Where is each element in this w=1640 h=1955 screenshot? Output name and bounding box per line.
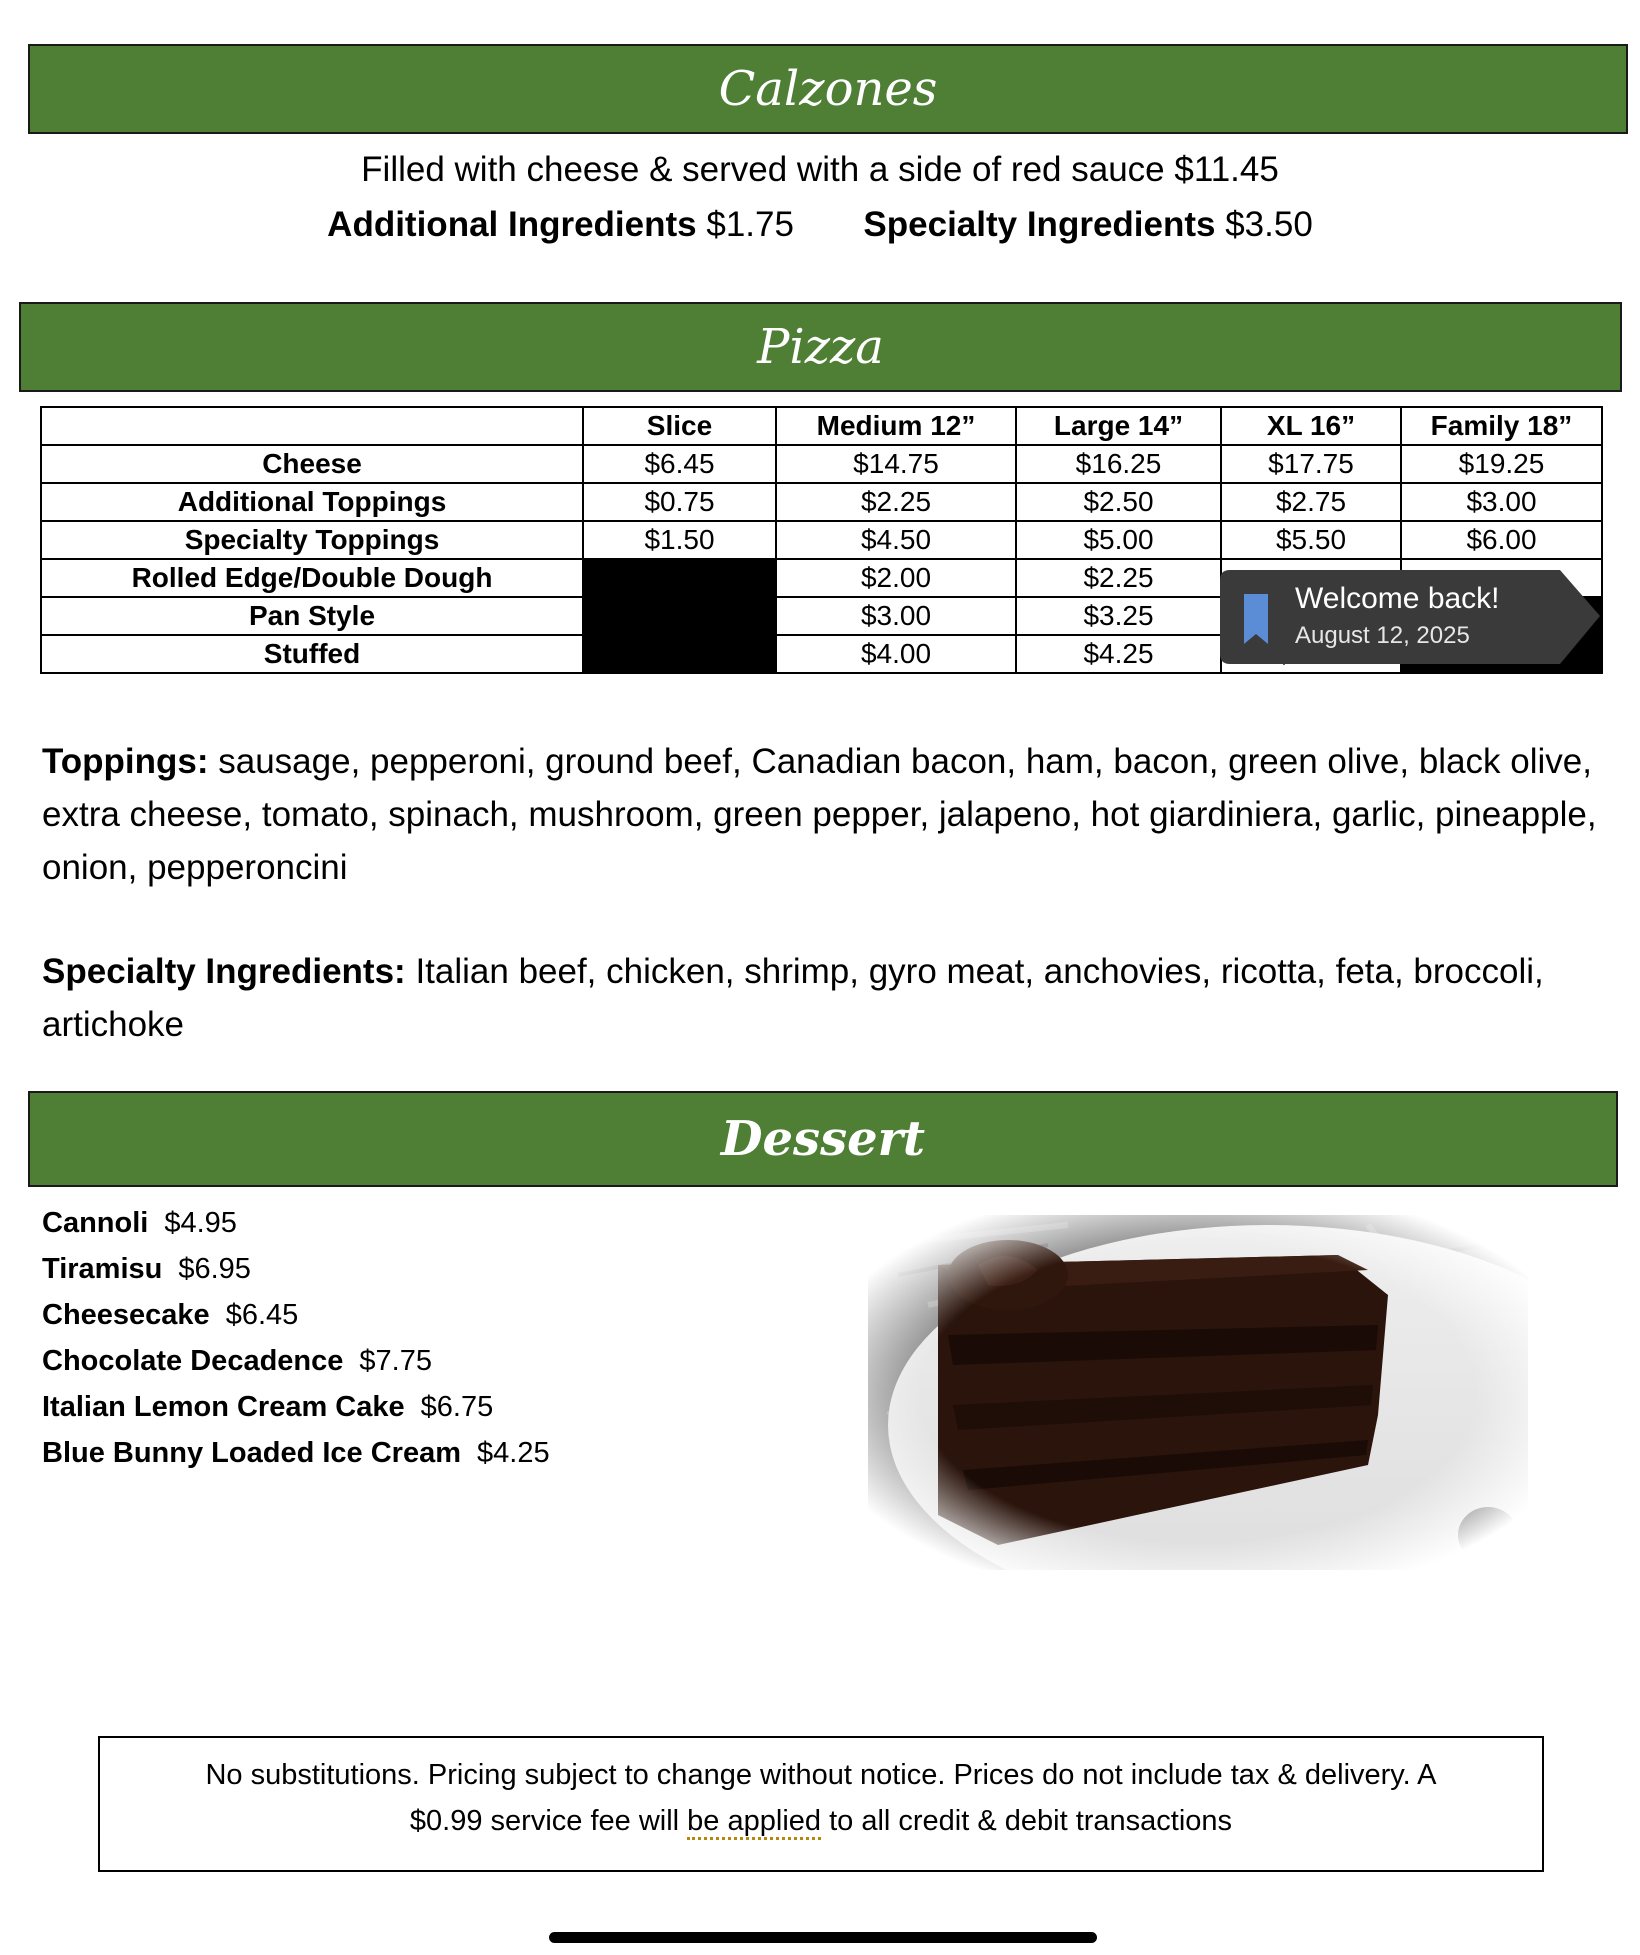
price-cell: $3.00 bbox=[776, 597, 1016, 635]
price-cell: $0.75 bbox=[583, 483, 776, 521]
grammar-marked-text[interactable]: be applied bbox=[687, 1805, 821, 1840]
list-item bbox=[42, 1200, 550, 1246]
price-cell: $19.25 bbox=[1401, 445, 1602, 483]
price-cell: $4.50 bbox=[776, 521, 1016, 559]
price-cell: $2.50 bbox=[1016, 483, 1221, 521]
price-cell: $14.75 bbox=[776, 445, 1016, 483]
dessert-name: Cannoli bbox=[42, 1207, 149, 1239]
specialty-ingredients-price: $3.50 bbox=[1225, 205, 1313, 244]
table-header-row bbox=[41, 407, 1602, 445]
dessert-list bbox=[42, 1200, 550, 1476]
price-cell: $5.00 bbox=[1016, 521, 1221, 559]
price-cell: $6.00 bbox=[1401, 521, 1602, 559]
welcome-back-toast[interactable] bbox=[1220, 570, 1600, 664]
list-item bbox=[42, 1292, 550, 1338]
dessert-price: $4.95 bbox=[164, 1207, 237, 1239]
dessert-header bbox=[28, 1091, 1618, 1187]
dessert-name: Tiramisu bbox=[42, 1253, 163, 1285]
specialty-ingredients-paragraph bbox=[42, 945, 1602, 1051]
row-label: Pan Style bbox=[41, 597, 583, 635]
price-cell: $16.25 bbox=[1016, 445, 1221, 483]
table-row bbox=[41, 521, 1602, 559]
toast-title: Welcome back! bbox=[1295, 582, 1500, 615]
toast-date: August 12, 2025 bbox=[1295, 622, 1470, 649]
price-cell: $3.25 bbox=[1016, 597, 1221, 635]
column-header-large: Large 14” bbox=[1016, 407, 1221, 445]
calzones-description: Filled with cheese & served with a side of red sauce $11.45 bbox=[361, 150, 1279, 189]
row-label: Stuffed bbox=[41, 635, 583, 673]
price-cell: $2.75 bbox=[1221, 483, 1401, 521]
dessert-price: $7.75 bbox=[359, 1345, 432, 1377]
dessert-name: Blue Bunny Loaded Ice Cream bbox=[42, 1437, 461, 1469]
column-header-medium: Medium 12” bbox=[776, 407, 1016, 445]
table-row bbox=[41, 483, 1602, 521]
calzones-header bbox=[28, 44, 1628, 134]
specialty-ingredients-text: Italian beef, chicken, shrimp, gyro meat, anchovies, ricotta, feta, broccoli, artichoke bbox=[42, 952, 1544, 1044]
notice-line-1: No substitutions. Pricing subject to change without notice. Prices do not include tax & delivery. A bbox=[205, 1759, 1437, 1791]
price-cell: $2.25 bbox=[1016, 559, 1221, 597]
column-header-slice: Slice bbox=[583, 407, 776, 445]
row-label: Additional Toppings bbox=[41, 483, 583, 521]
row-label: Cheese bbox=[41, 445, 583, 483]
row-label: Rolled Edge/Double Dough bbox=[41, 559, 583, 597]
pizza-header bbox=[19, 302, 1622, 392]
pricing-notice bbox=[98, 1736, 1544, 1872]
price-cell: $4.25 bbox=[1016, 635, 1221, 673]
column-header-xl: XL 16” bbox=[1221, 407, 1401, 445]
column-header-family: Family 18” bbox=[1401, 407, 1602, 445]
column-header bbox=[41, 407, 583, 445]
toppings-paragraph bbox=[42, 735, 1602, 894]
chocolate-cake-photo bbox=[868, 1215, 1528, 1570]
calzones-ingredients bbox=[0, 205, 1640, 245]
list-item bbox=[42, 1384, 550, 1430]
notice-line-2: $0.99 service fee will be applied to all credit & debit transactions bbox=[100, 1798, 1542, 1844]
dessert-name: Italian Lemon Cream Cake bbox=[42, 1391, 405, 1423]
dessert-title: Dessert bbox=[720, 1111, 926, 1167]
unavailable-cell bbox=[583, 559, 776, 597]
toppings-text: sausage, pepperoni, ground beef, Canadian bacon, ham, bacon, green olive, black olive, extra cheese, tomato, spinach, mushroom, green pepper, jalapeno, hot giardiniera, garlic, pineapple, onion, pepperoncini bbox=[42, 742, 1597, 887]
unavailable-cell bbox=[583, 635, 776, 673]
dessert-price: $6.95 bbox=[178, 1253, 251, 1285]
table-row bbox=[41, 445, 1602, 483]
additional-ingredients-price: $1.75 bbox=[706, 205, 794, 244]
price-cell: $5.50 bbox=[1221, 521, 1401, 559]
home-indicator[interactable] bbox=[549, 1932, 1097, 1943]
specialty-ingredients-heading: Specialty Ingredients: bbox=[42, 952, 406, 991]
row-label: Specialty Toppings bbox=[41, 521, 583, 559]
bookmark-icon bbox=[1242, 594, 1270, 644]
list-item bbox=[42, 1430, 550, 1476]
dessert-price: $4.25 bbox=[477, 1437, 550, 1469]
price-cell: $4.00 bbox=[776, 635, 1016, 673]
price-cell: $2.25 bbox=[776, 483, 1016, 521]
price-cell: $17.75 bbox=[1221, 445, 1401, 483]
toppings-label: Toppings: bbox=[42, 742, 209, 781]
dessert-name: Cheesecake bbox=[42, 1299, 210, 1331]
dessert-name: Chocolate Decadence bbox=[42, 1345, 344, 1377]
price-cell: $3.00 bbox=[1401, 483, 1602, 521]
calzones-title: Calzones bbox=[718, 61, 938, 117]
pizza-title: Pizza bbox=[757, 319, 884, 375]
specialty-ingredients-label: Specialty Ingredients bbox=[863, 205, 1216, 244]
list-item bbox=[42, 1338, 550, 1384]
price-cell: $1.50 bbox=[583, 521, 776, 559]
unavailable-cell bbox=[583, 597, 776, 635]
price-cell: $6.45 bbox=[583, 445, 776, 483]
additional-ingredients-label: Additional Ingredients bbox=[327, 205, 697, 244]
price-cell: $2.00 bbox=[776, 559, 1016, 597]
dessert-price: $6.45 bbox=[225, 1299, 299, 1331]
dessert-price: $6.75 bbox=[420, 1391, 494, 1423]
list-item bbox=[42, 1246, 550, 1292]
